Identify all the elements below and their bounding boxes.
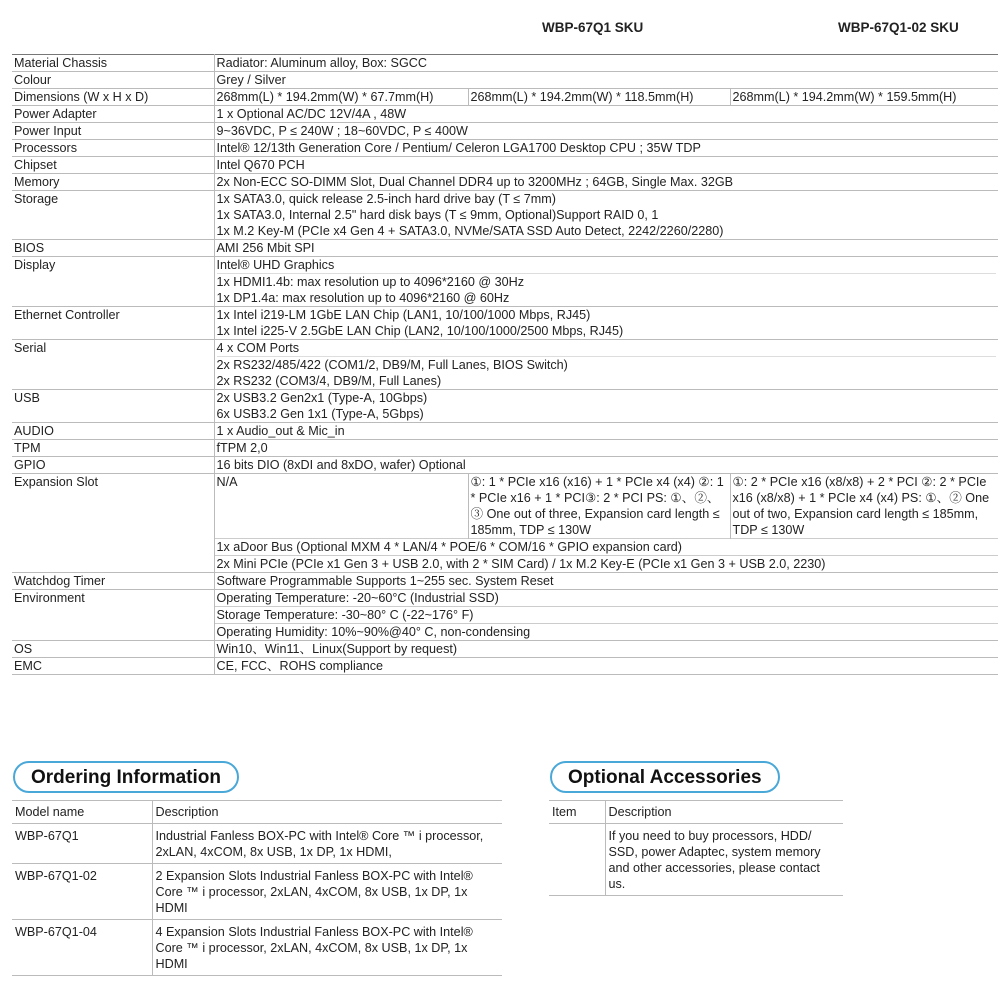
spec-value-dim-1: 268mm(L) * 194.2mm(W) * 67.7mm(H) xyxy=(214,89,468,106)
ordering-table xyxy=(12,800,502,976)
serial-line-1: 4 x COM Ports xyxy=(217,340,997,357)
spec-value xyxy=(214,340,998,390)
spec-value: AMI 256 Mbit SPI xyxy=(214,240,998,257)
serial-line-2: 2x RS232/485/422 (COM1/2, DB9/M, Full Lanes, BIOS Switch) xyxy=(216,358,568,372)
spec-label: Chipset xyxy=(12,157,214,174)
ordering-header-description: Description xyxy=(152,801,502,824)
model-description: 2 Expansion Slots Industrial Fanless BOX-PC with Intel® Core ™ i processor, 2xLAN, 4xCOM, 8x USB, 1x DP, 1x HDMI xyxy=(152,864,502,920)
storage-line-1: 1x SATA3.0, quick release 2.5-inch hard drive bay (T ≤ 7mm) xyxy=(216,192,556,206)
table-row xyxy=(12,824,502,864)
storage-line-3: 1x M.2 Key-M (PCIe x4 Gen 4 + SATA3.0, NVMe/SATA SSD Auto Detect, 2242/2260/2280) xyxy=(216,224,724,238)
model-name: WBP-67Q1-04 xyxy=(12,920,152,976)
env-line-2: Storage Temperature: -30~80° C (-22~176° F) xyxy=(214,607,998,624)
spec-label: Power Adapter xyxy=(12,106,214,123)
spec-value: 9~36VDC, P ≤ 240W ; 18~60VDC, P ≤ 400W xyxy=(214,123,998,140)
spec-label: OS xyxy=(12,641,214,658)
spec-label: Environment xyxy=(12,590,214,641)
accessories-table xyxy=(549,800,843,896)
env-line-1: Operating Temperature: -20~60°C (Industrial SSD) xyxy=(214,590,998,607)
spec-value: Win10、Win11、Linux(Support by request) xyxy=(214,641,998,658)
spec-value: Intel® 12/13th Generation Core / Pentium/ Celeron LGA1700 Desktop CPU ; 35W TDP xyxy=(214,140,998,157)
model-name: WBP-67Q1-02 xyxy=(12,864,152,920)
expansion-col-3: ①: 2 * PCIe x16 (x8/x8) + 2 * PCI ②: 2 * PCIe x16 (x8/x8) + 1 * PCIe x4 (x4) PS: ①、② One out of two, Expansion card length ≤ 185mm, TDP ≤ 130W xyxy=(730,474,998,539)
ethernet-line-1: 1x Intel i219-LM 1GbE LAN Chip (LAN1, 10/100/1000 Mbps, RJ45) xyxy=(216,308,591,322)
spec-value: 1 x Optional AC/DC 12V/4A , 48W xyxy=(214,106,998,123)
serial-line-3: 2x RS232 (COM3/4, DB9/M, Full Lanes) xyxy=(216,374,442,388)
sku-header-67q1: WBP-67Q1 SKU xyxy=(542,20,644,35)
accessories-header-item: Item xyxy=(549,801,605,824)
optional-accessories-title: Optional Accessories xyxy=(550,761,780,793)
spec-label: Processors xyxy=(12,140,214,157)
spec-label: Watchdog Timer xyxy=(12,573,214,590)
spec-label: Ethernet Controller xyxy=(12,307,214,340)
spec-value xyxy=(214,307,998,340)
spec-label: EMC xyxy=(12,658,214,675)
expansion-minipcie: 2x Mini PCIe (PCIe x1 Gen 3 + USB 2.0, with 2 * SIM Card) / 1x M.2 Key-E (PCIe x1 Gen 3 + USB 2.0, 2230) xyxy=(214,556,998,573)
table-row xyxy=(549,824,843,896)
model-description: Industrial Fanless BOX-PC with Intel® Core ™ i processor, 2xLAN, 4xCOM, 8x USB, 1x DP, 1x HDMI, xyxy=(152,824,502,864)
model-description: 4 Expansion Slots Industrial Fanless BOX-PC with Intel® Core ™ i processor, 2xLAN, 4xCOM, 8x USB, 1x DP, 1x HDMI xyxy=(152,920,502,976)
table-row xyxy=(12,920,502,976)
spec-value xyxy=(214,257,998,307)
accessories-header-description: Description xyxy=(605,801,843,824)
spec-value: 16 bits DIO (8xDI and 8xDO, wafer) Optional xyxy=(214,457,998,474)
table-row xyxy=(12,864,502,920)
spec-value xyxy=(214,390,998,423)
spec-label: Storage xyxy=(12,191,214,240)
spec-value: Software Programmable Supports 1~255 sec. System Reset xyxy=(214,573,998,590)
env-line-3: Operating Humidity: 10%~90%@40° C, non-condensing xyxy=(214,624,998,641)
spec-value: 2x Non-ECC SO-DIMM Slot, Dual Channel DDR4 up to 3200MHz ; 64GB, Single Max. 32GB xyxy=(214,174,998,191)
display-line-2: 1x HDMI1.4b: max resolution up to 4096*2160 @ 30Hz xyxy=(216,275,525,289)
storage-line-2: 1x SATA3.0, Internal 2.5" hard disk bays (T ≤ 9mm, Optional)Support RAID 0, 1 xyxy=(216,208,659,222)
ethernet-line-2: 1x Intel i225-V 2.5GbE LAN Chip (LAN2, 10/100/1000/2500 Mbps, RJ45) xyxy=(216,324,624,338)
spec-label: BIOS xyxy=(12,240,214,257)
spec-label: GPIO xyxy=(12,457,214,474)
spec-label: USB xyxy=(12,390,214,423)
spec-table xyxy=(12,54,998,675)
expansion-col-2: ①: 1 * PCIe x16 (x16) + 1 * PCIe x4 (x4) ②: 1 * PCIe x16 + 1 * PCI③: 2 * PCI PS: ①、②、③ One out of three, Expansion card length ≤ 185mm, TDP ≤ 130W xyxy=(468,474,730,539)
usb-line-2: 6x USB3.2 Gen 1x1 (Type-A, 5Gbps) xyxy=(216,407,424,421)
spec-label: AUDIO xyxy=(12,423,214,440)
accessory-description: If you need to buy processors, HDD/ SSD, power Adaptec, system memory and other accessories, please contact us. xyxy=(605,824,843,896)
spec-label: Material Chassis xyxy=(12,55,214,72)
spec-label: Power Input xyxy=(12,123,214,140)
ordering-header-model: Model name xyxy=(12,801,152,824)
sku-header-67q1-02: WBP-67Q1-02 SKU xyxy=(838,20,959,35)
spec-label: Serial xyxy=(12,340,214,390)
spec-value: Grey / Silver xyxy=(214,72,998,89)
display-line-3: 1x DP1.4a: max resolution up to 4096*2160 @ 60Hz xyxy=(216,291,510,305)
model-name: WBP-67Q1 xyxy=(12,824,152,864)
spec-label: TPM xyxy=(12,440,214,457)
spec-label: Expansion Slot xyxy=(12,474,214,573)
spec-value: Intel Q670 PCH xyxy=(214,157,998,174)
spec-value xyxy=(214,191,998,240)
spec-value: CE, FCC、ROHS compliance xyxy=(214,658,998,675)
display-line-1: Intel® UHD Graphics xyxy=(217,257,997,274)
spec-value: Radiator: Aluminum alloy, Box: SGCC xyxy=(214,55,998,72)
spec-label: Dimensions (W x H x D) xyxy=(12,89,214,106)
spec-label: Colour xyxy=(12,72,214,89)
spec-label: Display xyxy=(12,257,214,307)
spec-value: fTPM 2,0 xyxy=(214,440,998,457)
ordering-info-title: Ordering Information xyxy=(13,761,239,793)
spec-value: 1 x Audio_out & Mic_in xyxy=(214,423,998,440)
expansion-adoor: 1x aDoor Bus (Optional MXM 4 * LAN/4 * POE/6 * COM/16 * GPIO expansion card) xyxy=(214,539,998,556)
spec-value-dim-2: 268mm(L) * 194.2mm(W) * 118.5mm(H) xyxy=(468,89,730,106)
spec-label: Memory xyxy=(12,174,214,191)
usb-line-1: 2x USB3.2 Gen2x1 (Type-A, 10Gbps) xyxy=(216,391,428,405)
accessory-item xyxy=(549,824,605,896)
expansion-col-1: N/A xyxy=(214,474,468,539)
spec-value-dim-3: 268mm(L) * 194.2mm(W) * 159.5mm(H) xyxy=(730,89,998,106)
